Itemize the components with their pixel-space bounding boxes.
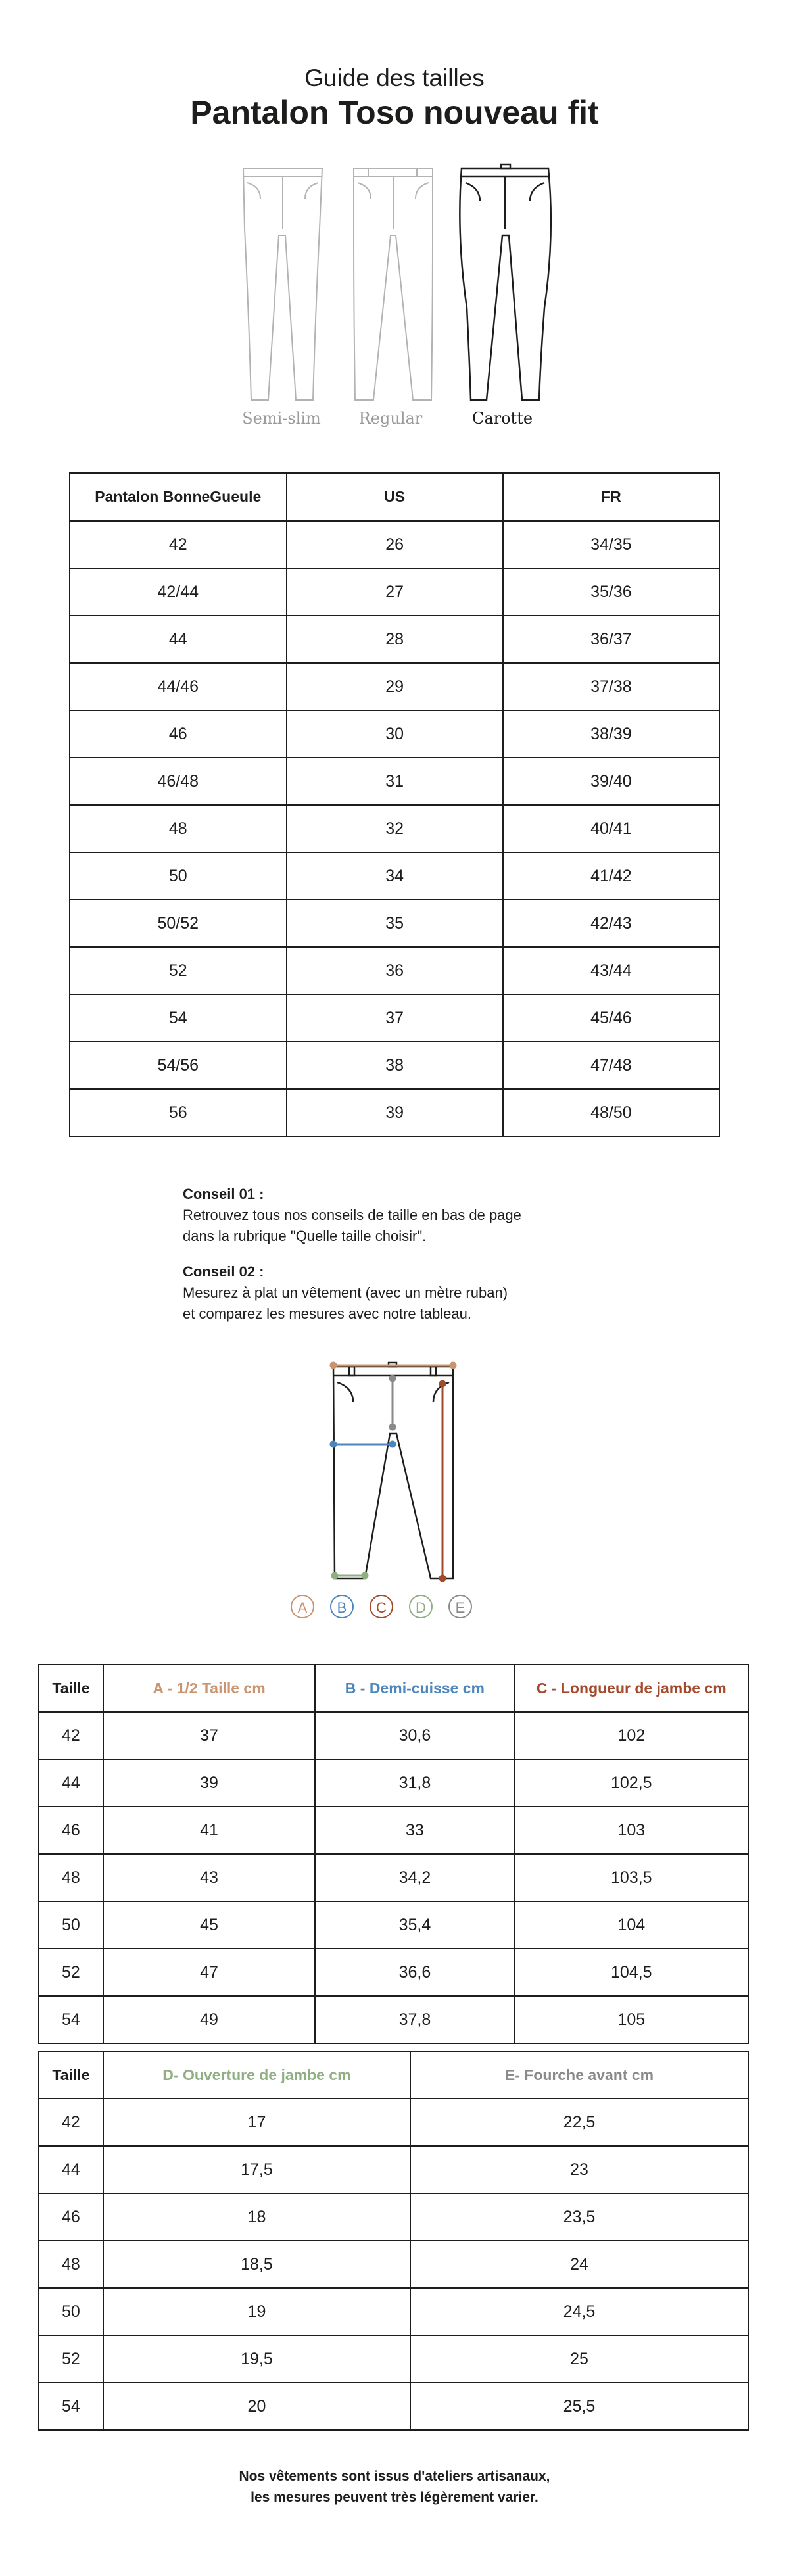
cell: 49 [103,1996,315,2043]
column-header-a: A - 1/2 Taille cm [103,1665,315,1712]
table-row [39,1712,748,1759]
cell: 50/52 [70,900,287,947]
cell: 34,2 [315,1854,514,1901]
table-row [39,1996,748,2043]
cell: 31 [287,758,503,805]
tip-title: Conseil 01 : [183,1186,264,1202]
cell: 30 [287,710,503,758]
measures-table-de [38,2051,749,2431]
table-header-row [70,473,719,521]
cell: 24,5 [410,2288,748,2335]
cell: 17 [103,2099,410,2146]
cell: 40/41 [503,805,719,852]
column-header-e: E- Fourche avant cm [410,2051,748,2099]
column-header-d: D- Ouverture de jambe cm [103,2051,410,2099]
cell: 103 [515,1807,748,1854]
column-header-c: C - Longueur de jambe cm [515,1665,748,1712]
cell: 50 [39,1901,103,1949]
table-row [70,947,719,994]
cell: 44 [70,616,287,663]
cell: 42 [39,2099,103,2146]
column-header-fr: FR [503,473,719,521]
cell: 46 [70,710,287,758]
cell: 34/35 [503,521,719,568]
cell: 36 [287,947,503,994]
cell: 39 [287,1089,503,1136]
legend-d: D [409,1595,433,1618]
fit-label-regular: Regular [358,409,423,427]
regular-pants-icon [354,168,433,400]
cell: 23 [410,2146,748,2193]
cell: 25,5 [410,2383,748,2430]
column-header-b: B - Demi-cuisse cm [315,1665,514,1712]
cell: 48 [39,2241,103,2288]
size-conversion-table [69,472,720,1137]
measures-table-abc [38,1664,749,2044]
table-row [39,2193,748,2241]
cell: 32 [287,805,503,852]
cell: 37 [287,994,503,1042]
cell: 28 [287,616,503,663]
cell: 35 [287,900,503,947]
cell: 103,5 [515,1854,748,1901]
tip-text: dans la rubrique "Quelle taille choisir". [183,1228,427,1244]
cell: 105 [515,1996,748,2043]
cell: 36,6 [315,1949,514,1996]
table-row [39,2241,748,2288]
legend-a: A [291,1595,314,1618]
cell: 27 [287,568,503,616]
legend-b: B [330,1595,354,1618]
table-row [39,2383,748,2430]
measure-c-line [440,1381,445,1581]
cell: 39 [103,1759,315,1807]
cell: 44 [39,2146,103,2193]
measure-b-line [331,1442,395,1447]
cell: 24 [410,2241,748,2288]
cell: 52 [39,1949,103,1996]
cell: 54 [39,1996,103,2043]
cell: 54 [70,994,287,1042]
cell: 35,4 [315,1901,514,1949]
column-header-taille: Taille [39,1665,103,1712]
cell: 43 [103,1854,315,1901]
cell: 47/48 [503,1042,719,1089]
cell: 20 [103,2383,410,2430]
column-header-bonnegueule: Pantalon BonneGueule [70,473,287,521]
cell: 42/43 [503,900,719,947]
table-row [70,900,719,947]
cell: 37/38 [503,663,719,710]
cell: 52 [39,2335,103,2383]
page-subtitle: Guide des tailles [304,64,485,91]
table-row [70,758,719,805]
tip-01 [183,1184,643,1247]
cell: 31,8 [315,1759,514,1807]
cell: 38/39 [503,710,719,758]
footer-line: les mesures peuvent très légèrement varier. [251,2490,538,2505]
cell: 43/44 [503,947,719,994]
legend-c: C [370,1595,393,1618]
cell: 102,5 [515,1759,748,1807]
cell: 19 [103,2288,410,2335]
table-header-row [39,1665,748,1712]
cell: 104,5 [515,1949,748,1996]
cell: 44 [39,1759,103,1807]
cell: 45 [103,1901,315,1949]
table-header-row [39,2051,748,2099]
cell: 44/46 [70,663,287,710]
tip-text: Retrouvez tous nos conseils de taille en bas de page [183,1207,521,1223]
cell: 54 [39,2383,103,2430]
fit-label-semi-slim: Semi-slim [242,409,321,427]
cell: 102 [515,1712,748,1759]
footer-note [0,2466,789,2508]
column-header-us: US [287,473,503,521]
table-row [70,994,719,1042]
fit-silhouettes [230,163,572,406]
legend-e: E [448,1595,472,1618]
cell: 46 [39,2193,103,2241]
footer-line: Nos vêtements sont issus d'ateliers artisanaux, [239,2469,550,2484]
tip-02 [183,1261,643,1324]
table-row [70,663,719,710]
cell: 48 [39,1854,103,1901]
cell: 48 [70,805,287,852]
fit-label-carotte: Carotte [471,409,533,427]
cell: 38 [287,1042,503,1089]
cell: 26 [287,521,503,568]
cell: 42 [39,1712,103,1759]
cell: 45/46 [503,994,719,1042]
cell: 48/50 [503,1089,719,1136]
cell: 33 [315,1807,514,1854]
page-title: Pantalon Toso nouveau fit [190,94,599,131]
cell: 50 [39,2288,103,2335]
cell: 18,5 [103,2241,410,2288]
cell: 41 [103,1807,315,1854]
table-row [39,2146,748,2193]
cell: 30,6 [315,1712,514,1759]
table-row [70,710,719,758]
cell: 37,8 [315,1996,514,2043]
table-row [39,2288,748,2335]
cell: 18 [103,2193,410,2241]
table-row [70,568,719,616]
tip-text: Mesurez à plat un vêtement (avec un mètre ruban) [183,1284,508,1301]
cell: 52 [70,947,287,994]
tip-text: et comparez les mesures avec notre tableau. [183,1305,472,1322]
cell: 47 [103,1949,315,1996]
cell: 42/44 [70,568,287,616]
cell: 35/36 [503,568,719,616]
cell: 34 [287,852,503,900]
cell: 41/42 [503,852,719,900]
cell: 54/56 [70,1042,287,1089]
table-row [39,2335,748,2383]
cell: 22,5 [410,2099,748,2146]
table-row [39,1759,748,1807]
cell: 23,5 [410,2193,748,2241]
cell: 46 [39,1807,103,1854]
cell: 46/48 [70,758,287,805]
cell: 25 [410,2335,748,2383]
tip-title: Conseil 02 : [183,1263,264,1280]
cell: 29 [287,663,503,710]
cell: 56 [70,1089,287,1136]
measure-e-line [390,1376,395,1430]
table-row [70,805,719,852]
cell: 39/40 [503,758,719,805]
cell: 104 [515,1901,748,1949]
table-row [39,1901,748,1949]
table-row [70,616,719,663]
cell: 19,5 [103,2335,410,2383]
table-row [70,1042,719,1089]
cell: 36/37 [503,616,719,663]
column-header-taille: Taille [39,2051,103,2099]
cell: 42 [70,521,287,568]
carotte-pants-icon [460,164,551,400]
table-row [39,1854,748,1901]
table-row [39,2099,748,2146]
table-row [70,521,719,568]
cell: 37 [103,1712,315,1759]
table-row [39,1949,748,1996]
table-row [70,1089,719,1136]
measurement-diagram [325,1361,464,1592]
cell: 50 [70,852,287,900]
table-row [39,1807,748,1854]
semi-slim-pants-icon [243,168,322,400]
table-row [70,852,719,900]
cell: 17,5 [103,2146,410,2193]
